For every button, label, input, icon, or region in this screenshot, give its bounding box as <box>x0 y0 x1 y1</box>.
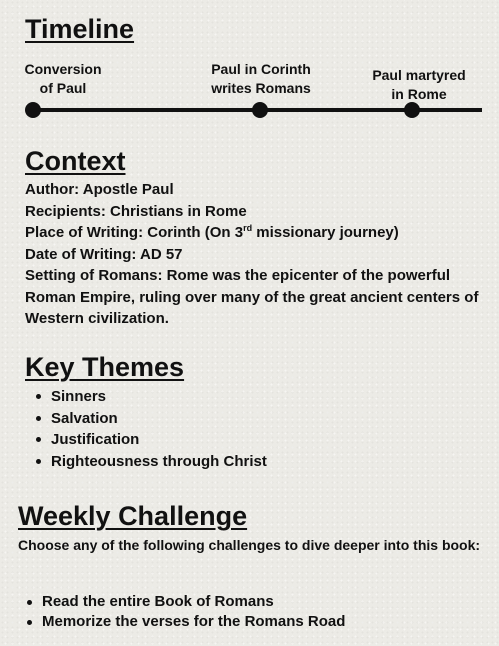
timeline-event-line: Paul in Corinth <box>211 61 311 77</box>
context-place-suffix: missionary journey) <box>252 224 399 241</box>
context-place-superscript: rd <box>243 223 253 233</box>
timeline-event-martyred <box>354 66 484 104</box>
list-item: Read the entire Book of Romans <box>42 592 345 612</box>
timeline-event-corinth <box>196 60 326 98</box>
weekly-challenge-intro: Choose any of the following challenges to dive deeper into this book: <box>18 537 481 553</box>
context-recipients: Recipients: Christians in Rome <box>25 202 247 220</box>
timeline-dot <box>25 102 41 118</box>
list-item: Justification <box>51 429 267 451</box>
context-author: Author: Apostle Paul <box>25 181 174 198</box>
weekly-challenge-list <box>42 592 345 632</box>
context-details <box>25 179 490 330</box>
timeline-heading: Timeline <box>25 14 135 44</box>
context-setting: Setting of Romans: Rome was the epicenter of the powerful Roman Empire, ruling over many of the great ancient centers of Western civilization. <box>25 267 479 327</box>
timeline-event-line: of Paul <box>39 80 87 96</box>
context-date: Date of Writing: AD 57 <box>25 245 183 263</box>
timeline-event-conversion <box>0 60 128 98</box>
context-place <box>25 222 490 244</box>
context-place-prefix: Place of Writing: Corinth (On 3 <box>25 224 244 241</box>
timeline-dot <box>404 102 420 118</box>
list-item: Righteousness through Christ <box>51 451 267 473</box>
timeline-event-line: writes Romans <box>211 80 311 96</box>
timeline-event-line: Conversion <box>24 61 102 77</box>
timeline-event-line: Paul martyred <box>372 67 466 83</box>
list-item: Sinners <box>51 386 267 408</box>
weekly-challenge-heading: Weekly Challenge <box>18 501 248 531</box>
list-item: Memorize the verses for the Romans Road <box>42 613 346 630</box>
timeline-event-line: in Rome <box>391 86 447 102</box>
list-item: Salvation <box>51 408 267 430</box>
timeline-dot <box>252 102 268 118</box>
key-themes-list <box>51 386 267 472</box>
key-themes-heading: Key Themes <box>25 352 185 382</box>
context-heading: Context <box>25 146 126 176</box>
